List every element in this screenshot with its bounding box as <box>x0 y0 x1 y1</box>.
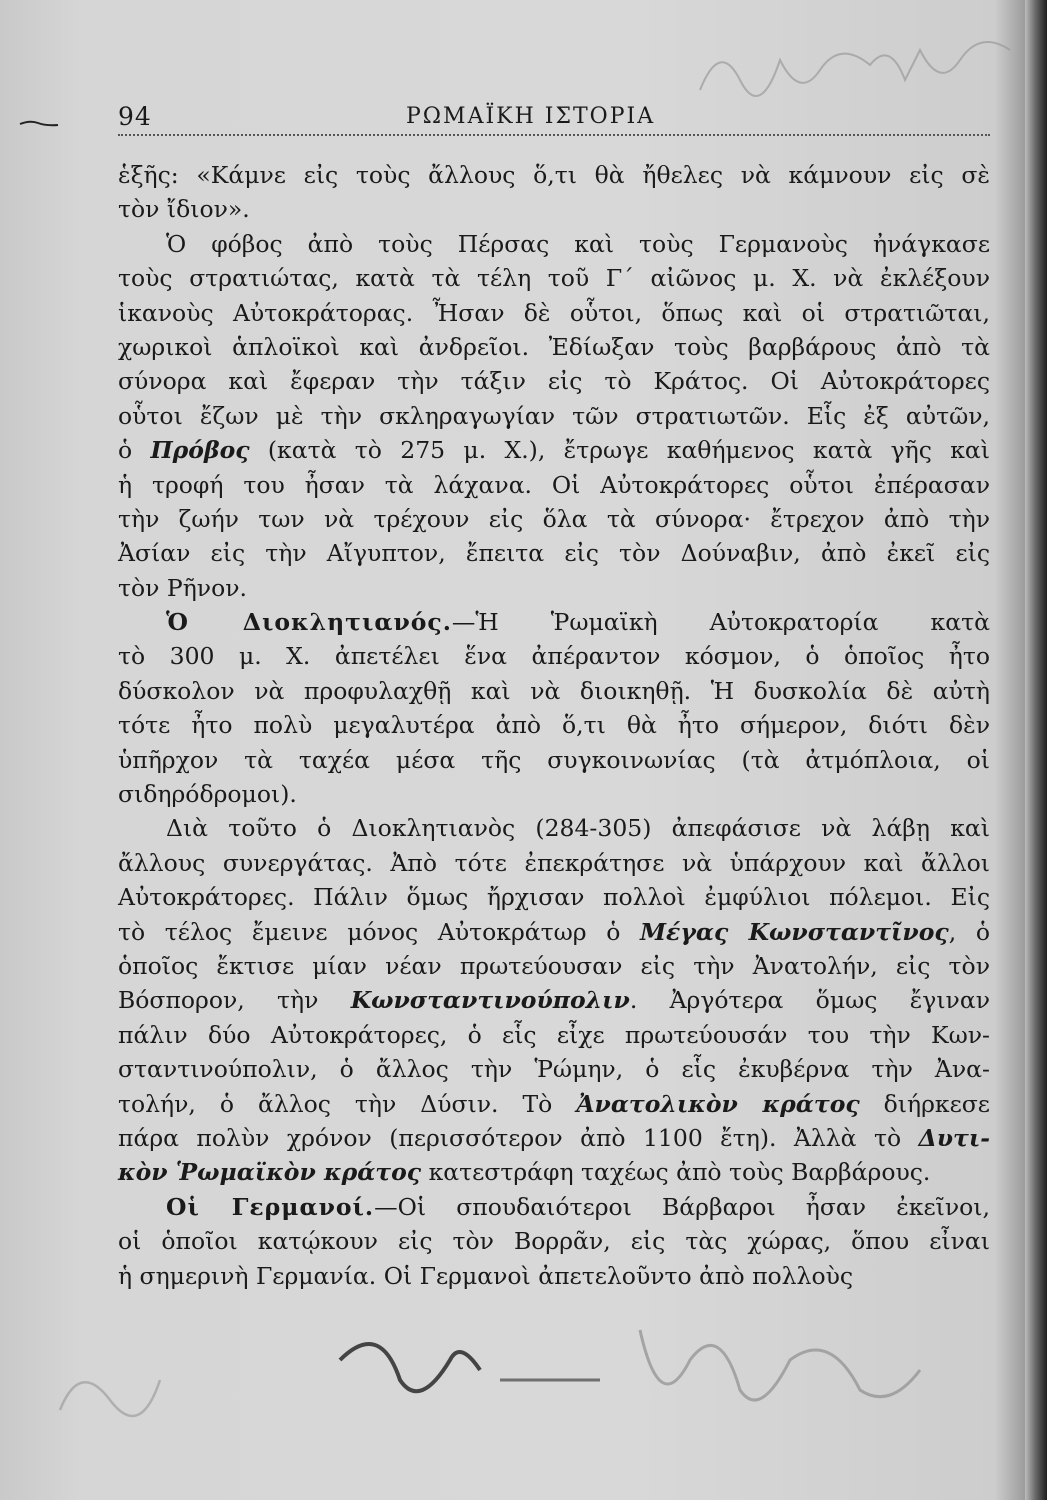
text-line <box>118 846 990 880</box>
text-line <box>118 1087 990 1121</box>
line-text: , ὁ <box>948 917 990 946</box>
text-line <box>118 1190 990 1224</box>
line-text: ὁ <box>118 436 151 465</box>
text-line <box>118 880 990 914</box>
text-line <box>118 674 990 708</box>
text-line <box>118 399 990 433</box>
emphasized-term: Μέγας Κωνσταντῖνος <box>640 917 949 946</box>
line-text: (κατὰ τὸ 275 μ. Χ.), ἔτρωγε καθήμενος κατὰ γῆς καὶ <box>249 436 990 465</box>
text-line <box>118 571 990 605</box>
line-text: Ὁ φόβος ἀπὸ τοὺς Πέρσας καὶ τοὺς Γερμανοὺς ἠνάγκασε <box>166 229 990 258</box>
text-line <box>118 296 990 330</box>
text-line <box>118 468 990 502</box>
line-text: —Οἱ σπουδαιότεροι Βάρβαροι ἦσαν ἐκεῖνοι, <box>374 1192 990 1221</box>
section-heading: Ὁ Διοκλητιανός. <box>166 608 452 637</box>
line-text: τὸ 300 μ. Χ. ἀπετέλει ἕνα ἀπέραντον κόσμον, ὁ ὁποῖος ἦτο <box>118 642 990 671</box>
line-text: πάρα πολὺν χρόνον (περισσότερον ἀπὸ 1100 ἔτη). Ἀλλὰ τὸ <box>118 1123 919 1152</box>
emphasized-term: κὸν Ῥωμαϊκὸν κράτος <box>118 1158 422 1187</box>
text-line <box>118 1155 990 1189</box>
line-text: τὸν ἴδιον». <box>118 195 250 224</box>
header-rule <box>118 134 990 136</box>
line-text: σύνορα καὶ ἔφεραν τὴν τάξιν εἰς τὸ Κράτος. Οἱ Αὐτοκράτορες <box>118 367 990 396</box>
text-line <box>118 708 990 742</box>
line-text: ὑπῆρχον τὰ ταχέα μέσα τῆς συγκοινωνίας (τὰ ἀτμόπλοια, οἱ <box>118 745 990 774</box>
emphasized-term: Πρόβος <box>150 436 250 465</box>
margin-mark <box>18 118 60 128</box>
line-text: τότε ἦτο πολὺ μεγαλυτέρα ἀπὸ ὅ,τι θὰ ἦτο σήμερον, διότι δὲν <box>118 711 990 740</box>
line-text: Βόσπορον, τὴν <box>118 986 351 1015</box>
line-text: Αὐτοκράτορες. Πάλιν ὅμως ἤρχισαν πολλοὶ ἐμφύλιοι πόλεμοι. Εἰς <box>118 883 990 912</box>
text-line <box>118 502 990 536</box>
line-text: σιδηρόδρομοι). <box>118 780 297 809</box>
text-line <box>118 1121 990 1155</box>
text-line <box>118 158 990 192</box>
text-line <box>118 1052 990 1086</box>
text-line <box>118 605 990 639</box>
line-text: τοὺς στρατιώτας, κατὰ τὰ τέλη τοῦ Γ΄ αἰῶνος μ. Χ. νὰ ἐκλέξουν <box>118 264 990 293</box>
line-text: οὗτοι ἔζων μὲ τὴν σκληραγωγίαν τῶν στρατιωτῶν. Εἷς ἐξ αὐτῶν, <box>118 401 990 430</box>
text-line <box>118 743 990 777</box>
text-line <box>118 811 990 845</box>
line-text: Ἀσίαν εἰς τὴν Αἴγυπτον, ἔπειτα εἰς τὸν Δούναβιν, ἀπὸ ἐκεῖ εἰς <box>118 539 990 568</box>
text-line <box>118 983 990 1017</box>
line-text: χωρικοὶ ἁπλοϊκοὶ καὶ ἀνδρεῖοι. Ἐδίωξαν τοὺς βαρβάρους ἀπὸ τὰ <box>118 332 990 361</box>
text-line <box>118 261 990 295</box>
text-line <box>118 330 990 364</box>
text-line <box>118 639 990 673</box>
text-line <box>118 227 990 261</box>
line-text: τὸ τέλος ἔμεινε μόνος Αὐτοκράτωρ ὁ <box>118 917 641 946</box>
line-text: σταντινούπολιν, ὁ ἄλλος τὴν Ῥώμην, ὁ εἷς ἐκυβέρνα τὴν Ἀνα- <box>118 1055 990 1084</box>
line-text: ὁποῖος ἔκτισε μίαν νέαν πρωτεύουσαν εἰς τὴν Ἀνατολήν, εἰς τὸν <box>118 951 990 980</box>
text-line <box>118 192 990 226</box>
line-text: κατεστράφη ταχέως ἀπὸ τοὺς Βαρβάρους. <box>421 1158 931 1187</box>
page-binding-shadow <box>1025 0 1047 1500</box>
emphasized-term: Κωνσταντινούπολιν <box>350 986 630 1015</box>
line-text: τὸν Ρῆνον. <box>118 573 247 602</box>
line-text: ἄλλους συνεργάτας. Ἀπὸ τότε ἐπεκράτησε νὰ ὑπάρχουν καὶ ἄλλοι <box>118 848 990 877</box>
line-text: ἱκανοὺς Αὐτοκράτορας. Ἦσαν δὲ οὗτοι, ὅπως καὶ οἱ στρατιῶται, <box>118 298 990 327</box>
text-line <box>118 536 990 570</box>
running-title: ΡΩΜΑΪΚΗ ΙΣΤΟΡΙΑ <box>406 104 656 129</box>
page-header <box>118 100 990 136</box>
text-line <box>118 1259 990 1293</box>
emphasized-term: Δυτι- <box>918 1123 990 1152</box>
text-line <box>118 949 990 983</box>
line-text: ἡ τροφή του ἦσαν τὰ λάχανα. Οἱ Αὐτοκράτορες οὗτοι ἐπέρασαν <box>118 470 990 499</box>
line-text: ἡ σημερινὴ Γερμανία. Οἱ Γερμανοὶ ἀπετελοῦντο ἀπὸ πολλοὺς <box>118 1261 854 1290</box>
text-line <box>118 1018 990 1052</box>
text-line <box>118 1224 990 1258</box>
text-line <box>118 433 990 467</box>
page-number: 94 <box>118 102 152 131</box>
line-text: τολήν, ὁ ἄλλος τὴν Δύσιν. Τὸ <box>118 1089 577 1118</box>
line-text: ἑξῆς: «Κάμνε εἰς τοὺς ἄλλους ὅ,τι θὰ ἤθελες νὰ κάμνουν εἰς σὲ <box>118 161 990 189</box>
text-line <box>118 777 990 811</box>
line-text: οἱ ὁποῖοι κατῴκουν εἰς τὸν Βορρᾶν, εἰς τὰς χώρας, ὅπου εἶναι <box>118 1227 990 1256</box>
body-text <box>118 158 990 1293</box>
line-text: δύσκολον νὰ προφυλαχθῇ καὶ νὰ διοικηθῇ. Ἡ δυσκολία δὲ αὐτὴ <box>118 676 990 705</box>
emphasized-term: Ἀνατολικὸν κράτος <box>576 1089 860 1118</box>
line-text: τὴν ζωήν των νὰ τρέχουν εἰς ὅλα τὰ σύνορα· ἔτρεχον ἀπὸ τὴν <box>118 504 990 533</box>
line-text: Διὰ τοῦτο ὁ Διοκλητιανὸς (284-305) ἀπεφάσισε νὰ λάβῃ καὶ <box>166 814 990 843</box>
line-text: . Ἀργότερα ὅμως ἔγιναν <box>629 986 991 1015</box>
line-text: πάλιν δύο Αὐτοκράτορες, ὁ εἷς εἶχε πρωτεύουσάν του τὴν Κων- <box>118 1020 990 1049</box>
section-heading: Οἱ Γερμανοί. <box>166 1192 375 1221</box>
text-line <box>118 364 990 398</box>
line-text: διήρκεσε <box>859 1089 990 1118</box>
text-line <box>118 915 990 949</box>
line-text: —Ἡ Ῥωμαϊκὴ Αὐτοκρατορία κατὰ <box>451 608 990 637</box>
